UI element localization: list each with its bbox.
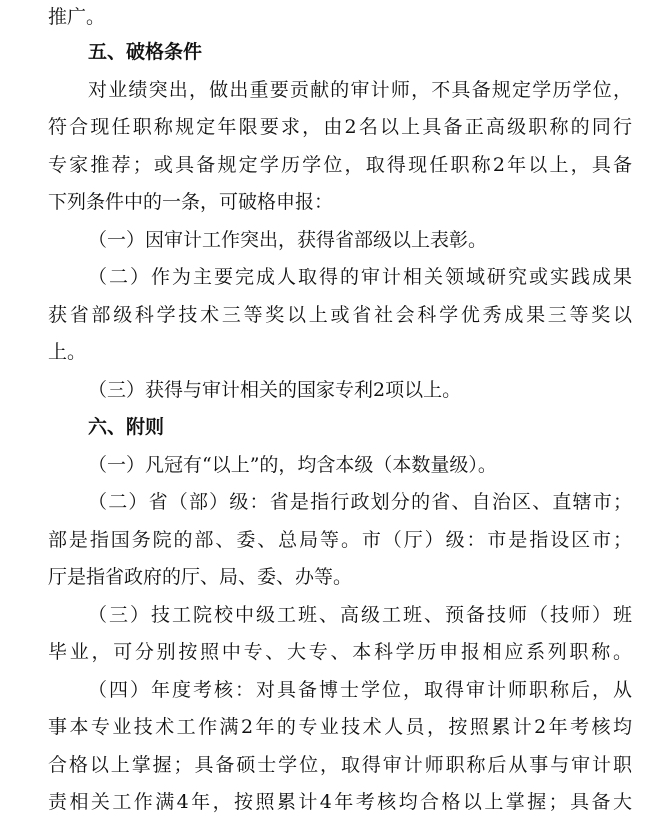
- list-item: （二）省（部）级：省是指行政划分的省、自治区、直辖市；: [88, 491, 632, 513]
- text-line: 部是指国务院的部、委、总局等。市（厅）级：市是指设区市；: [48, 529, 632, 551]
- text-line: 合格以上掌握；具备硕士学位，取得审计师职称后从事与审计职: [48, 754, 632, 776]
- text-line: 下列条件中的一条，可破格申报：: [48, 191, 334, 213]
- section-heading-supplementary: 六、附则: [88, 416, 165, 438]
- list-item: （一）凡冠有“以上”的，均含本级（本数量级）。: [88, 454, 497, 476]
- list-item: （三）技工院校中级工班、高级工班、预备技师（技师）班: [88, 604, 632, 626]
- list-item: （一）因审计工作突出，获得省部级以上表彰。: [88, 229, 488, 251]
- list-item: （三）获得与审计相关的国家专利2项以上。: [88, 379, 462, 401]
- text-line: 责相关工作满4年，按照累计4年考核均合格以上掌握；具备大: [48, 791, 632, 813]
- list-item: （二）作为主要完成人取得的审计相关领域研究或实践成果: [88, 266, 632, 288]
- text-line: 获省部级科学技术三等奖以上或省社会科学优秀成果三等奖以: [48, 304, 632, 326]
- text-line: 推广。: [48, 6, 106, 28]
- text-line: 毕业，可分别按照中专、大专、本科学历申报相应系列职称。: [48, 641, 632, 663]
- text-line: 符合现任职称规定年限要求，由2名以上具备正高级职称的同行: [48, 116, 632, 138]
- text-line: 事本专业技术工作满2年的专业技术人员，按照累计2年考核均: [48, 716, 632, 738]
- list-item: （四）年度考核：对具备博士学位，取得审计师职称后，从: [88, 679, 632, 701]
- section-heading-exceptional: 五、破格条件: [88, 41, 203, 63]
- text-line: 厅是指省政府的厅、局、委、办等。: [48, 566, 353, 588]
- text-line: 对业绩突出，做出重要贡献的审计师，不具备规定学历学位，: [88, 79, 632, 101]
- text-line: 上。: [48, 341, 87, 363]
- text-line: 专家推荐；或具备规定学历学位，取得现任职称2年以上，具备: [48, 154, 632, 176]
